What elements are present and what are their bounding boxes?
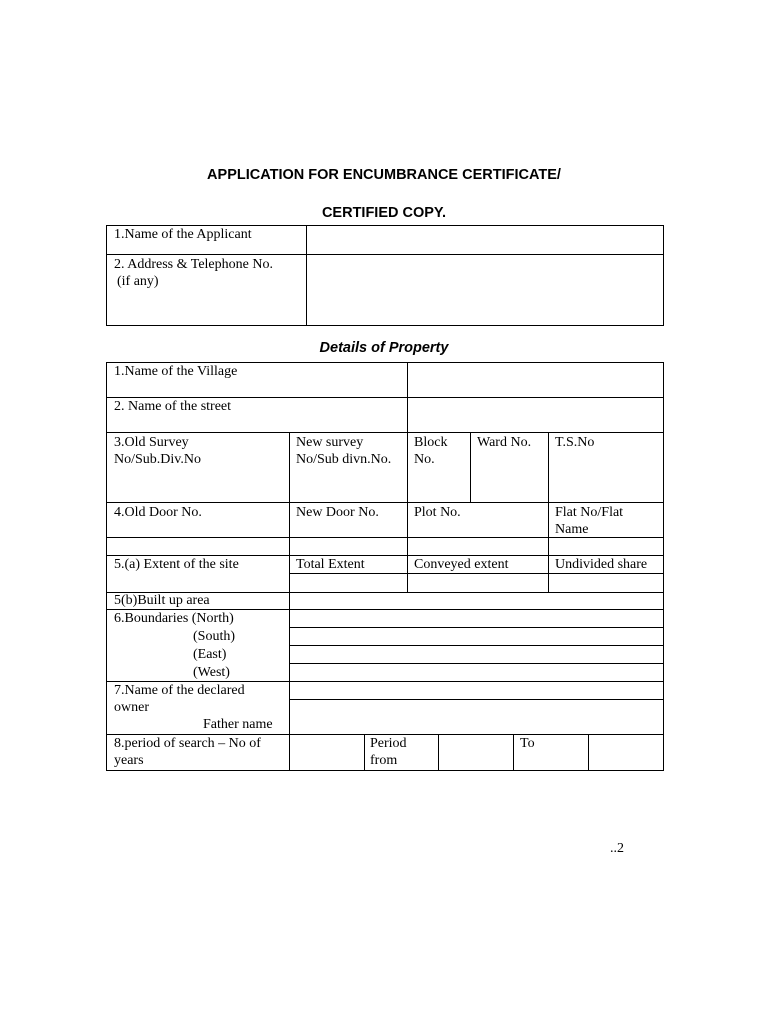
column-line	[438, 734, 439, 771]
column-line	[289, 592, 290, 734]
page-number: ..2	[610, 841, 624, 856]
period-label-2: years	[114, 753, 144, 768]
boundary-east-label: (East)	[193, 647, 227, 662]
owner-label-2: owner	[114, 700, 149, 715]
form-title: APPLICATION FOR ENCUMBRANCE CERTIFICATE/	[207, 167, 561, 183]
form-subtitle: CERTIFIED COPY.	[321, 205, 447, 221]
column-line	[364, 734, 365, 771]
row-line	[289, 699, 664, 700]
row-line	[106, 432, 664, 433]
applicant-address-field[interactable]	[307, 255, 663, 325]
father-name-label: Father name	[203, 717, 273, 732]
column-line	[289, 555, 290, 592]
period-label: 8.period of search – No of	[114, 736, 261, 751]
column-line	[289, 432, 290, 502]
column-line	[407, 432, 408, 502]
block-label-2: No.	[414, 452, 435, 467]
applicant-address-label: 2. Address & Telephone No.	[114, 257, 273, 272]
applicant-name-label: 1.Name of the Applicant	[114, 227, 252, 242]
flat-label: Flat No/Flat	[555, 505, 624, 520]
village-label: 1.Name of the Village	[114, 364, 238, 379]
total-extent-label: Total Extent	[296, 557, 365, 572]
column-line	[548, 555, 549, 592]
applicant-address-note: (if any)	[117, 274, 159, 289]
flat-label-2: Name	[555, 522, 589, 537]
old-survey-label-2: No/Sub.Div.No	[114, 452, 201, 467]
row-line	[106, 502, 664, 503]
column-line	[407, 537, 408, 555]
column-line	[407, 555, 408, 592]
column-line	[289, 502, 290, 537]
undivided-share-label: Undivided share	[555, 557, 648, 572]
column-line	[548, 502, 549, 537]
ts-label: T.S.No	[555, 435, 595, 450]
old-door-label: 4.Old Door No.	[114, 505, 202, 520]
new-survey-label-2: No/Sub divn.No.	[296, 452, 392, 467]
column-line	[548, 432, 549, 502]
row-line	[289, 627, 664, 628]
column-line	[548, 537, 549, 555]
new-survey-label: New survey	[296, 435, 364, 450]
old-survey-label: 3.Old Survey	[114, 435, 189, 450]
applicant-name-field[interactable]	[307, 226, 663, 254]
boundary-north-label: 6.Boundaries (North)	[114, 611, 234, 626]
block-label: Block	[414, 435, 448, 450]
column-line	[289, 734, 290, 771]
column-line	[470, 432, 471, 502]
row-line	[289, 663, 664, 664]
column-line	[513, 734, 514, 771]
property-heading: Details of Property	[319, 340, 449, 356]
column-line	[588, 734, 589, 771]
row-line	[289, 573, 664, 574]
conveyed-extent-label: Conveyed extent	[414, 557, 509, 572]
boundary-west-label: (West)	[193, 665, 230, 680]
boundary-south-label: (South)	[193, 629, 235, 644]
extent-label: 5.(a) Extent of the site	[114, 557, 239, 572]
period-from-label: Period	[370, 736, 407, 751]
owner-label: 7.Name of the declared	[114, 683, 245, 698]
row-line	[289, 645, 664, 646]
period-from-label-2: from	[370, 753, 398, 768]
ward-label: Ward No.	[477, 435, 532, 450]
period-to-label: To	[520, 736, 535, 751]
built-up-label: 5(b)Built up area	[114, 593, 210, 608]
plot-label: Plot No.	[414, 505, 461, 520]
column-line	[407, 502, 408, 537]
column-line	[289, 537, 290, 555]
new-door-label: New Door No.	[296, 505, 379, 520]
column-line	[407, 362, 408, 432]
street-label: 2. Name of the street	[114, 399, 232, 414]
